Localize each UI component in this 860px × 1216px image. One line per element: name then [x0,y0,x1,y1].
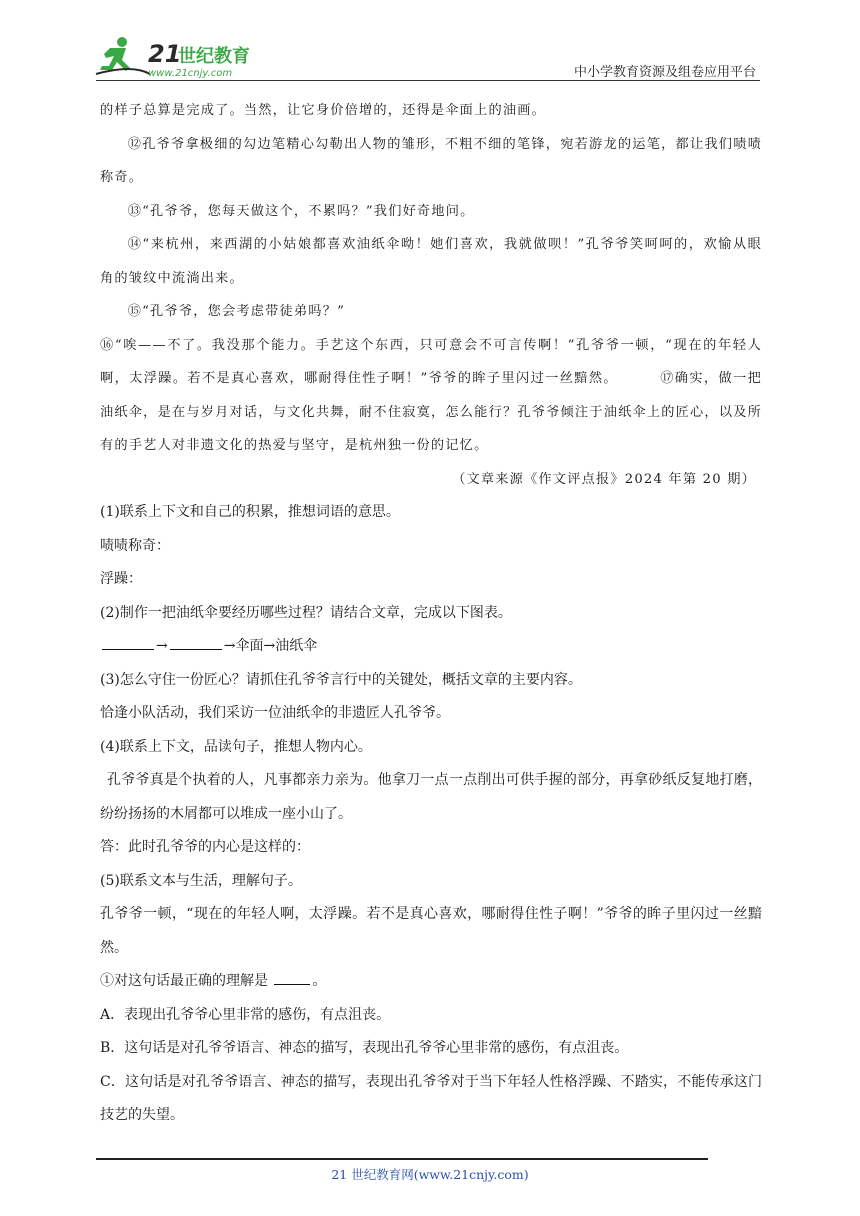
question-5-quote: 孔爷爷一顿，“现在的年轻人啊，太浮躁。若不是真心喜欢，哪耐得住性子啊！”爷爷的眸子里闪过一丝黯然。 [100,906,762,956]
question-3-line: 恰逢小队活动，我们采访一位油纸伞的非遗匠人孔爷爷。 [100,705,450,721]
question-3: (3)怎么守住一份匠心？请抓住孔爷爷言行中的关键处，概括文章的主要内容。 [100,671,582,688]
paragraph-16: ⑯“唉——不了。我没那个能力。手艺这个东西，只可意会不可言传啊！”孔爷爷一顿，“现在的年轻人啊，太浮躁。若不是真心喜欢，哪耐得住性子啊！”爷爷的眸子里闪过一丝黯然。 [100,337,762,386]
question-5-1-suffix: 。 [312,973,327,989]
answer-blank-1[interactable] [102,635,154,650]
question-5-1 [100,965,762,999]
platform-name: 中小学教育资源及组卷应用平台 [573,65,756,80]
answer-blank-2[interactable] [170,635,222,650]
flow-arrow: → [156,638,168,654]
page-header [0,0,860,84]
paragraph-15: ⑮“孔爷爷，您会考虑带徒弟吗？” [127,304,346,319]
question-2-flow [100,630,762,664]
answer-blank-3[interactable] [274,970,310,985]
paragraph-16-17 [100,329,762,463]
article-line-1: 的样子总算是完成了。当然，让它身价倍增的，还得是伞面上的油画。 [100,103,547,118]
option-b: B．这句话是对孔爷爷语言、神态的描写，表现出孔爷爷心里非常的感伤，有点沮丧。 [100,1040,629,1056]
flow-tail: →伞面→油纸伞 [223,638,318,654]
paragraph-12: ⑫孔爷爷拿极细的勾边笔精心勾勒出人物的雏形，不粗不细的笔锋，宛若游龙的运笔，都让我们啧啧称奇。 [100,136,762,185]
paragraph-17: ⑰确实，做一把油纸伞，是在与岁月对话，与文化共舞，耐不住寂寞，怎么能行？孔爷爷倾注于油纸伞上的匠心，以及所有的手艺人对非遗文化的热爱与坚守，是杭州独一份的记忆。 [100,371,762,453]
svg-text:21: 21 [148,40,182,68]
article-source: （文章来源《作文评点报》2024 年第 20 期） [452,471,756,487]
svg-text:世纪教育: 世纪教育 [178,46,250,67]
question-1-item-b: 浮躁： [100,571,142,587]
option-a: A．表现出孔爷爷心里非常的感伤，有点沮丧。 [100,1006,391,1023]
question-1: (1)联系上下文和自己的积累，推想词语的意思。 [100,504,400,520]
question-1-item-a: 啧啧称奇： [100,537,170,554]
paragraph-13: ⑬“孔爷爷，您每天做这个，不累吗？”我们好奇地问。 [127,203,475,219]
footer-divider [96,1158,708,1160]
svg-text:www.21cnjy.com: www.21cnjy.com [148,68,233,79]
question-5-1-prefix: ①对这句话最正确的理解是 [100,973,268,989]
question-5: (5)联系文本与生活，理解句子。 [100,872,302,889]
document-body [100,94,762,1133]
option-c: C．这句话是对孔爷爷语言、神态的描写，表现出孔爷爷对于当下年轻人性格浮躁、不踏实，不能传承这门技艺的失望。 [100,1073,762,1123]
question-2: (2)制作一把油纸伞要经历哪些过程？请结合文章，完成以下图表。 [100,604,512,621]
page-footer: 21 世纪教育网(www.21cnjy.com) [331,1167,529,1182]
question-4-quote: 孔爷爷真是个执着的人，凡事都亲力亲为。他拿刀一点一点削出可供手握的部分，再拿砂纸反复地打磨，纷纷扬扬的木屑都可以堆成一座小山了。 [100,772,762,822]
paragraph-14: ⑭“来杭州，来西湖的小姑娘都喜欢油纸伞呦！她们喜欢，我就做呗！”孔爷爷笑呵呵的，欢愉从眼角的皱纹中流淌出来。 [100,237,762,286]
21cnjy-logo [92,34,262,82]
question-4: (4)联系上下文，品读句子，推想人物内心。 [100,738,372,755]
header-divider [96,80,760,81]
question-4-answer: 答：此时孔爷爷的内心是这样的： [100,839,310,855]
